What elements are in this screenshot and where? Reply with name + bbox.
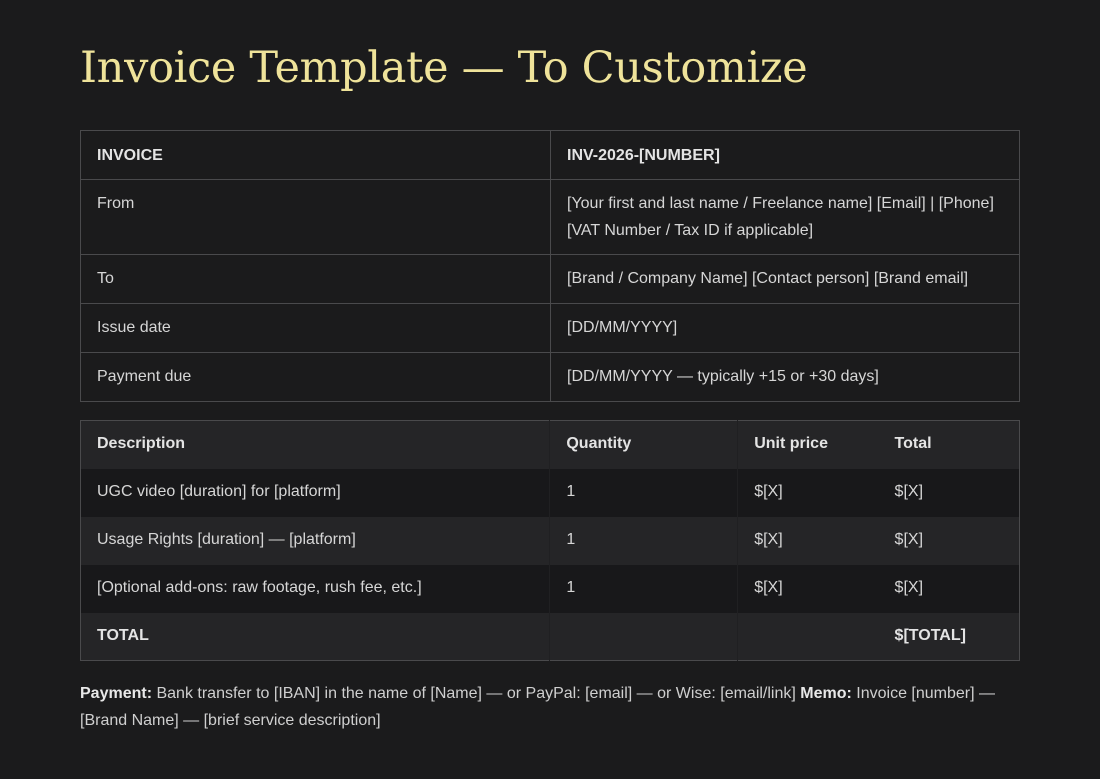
total-value: $[TOTAL] bbox=[879, 613, 1020, 661]
info-value: [Brand / Company Name] [Contact person] [Brand email] bbox=[551, 255, 1020, 304]
item-unit-price: $[X] bbox=[738, 517, 879, 565]
item-description: Usage Rights [duration] — [platform] bbox=[81, 517, 550, 565]
column-header-unit-price: Unit price bbox=[738, 421, 879, 469]
total-empty-cell bbox=[738, 613, 879, 661]
info-header-row bbox=[81, 131, 1020, 180]
info-row-to bbox=[81, 255, 1020, 304]
invoice-info-table bbox=[80, 130, 1020, 402]
payment-label: Payment: bbox=[80, 685, 153, 702]
table-row bbox=[81, 517, 1020, 565]
total-empty-cell bbox=[550, 613, 738, 661]
table-row bbox=[81, 565, 1020, 613]
info-row-from bbox=[81, 180, 1020, 255]
item-quantity: 1 bbox=[550, 469, 738, 517]
info-row-payment-due bbox=[81, 353, 1020, 402]
item-unit-price: $[X] bbox=[738, 565, 879, 613]
info-label: From bbox=[81, 180, 551, 255]
total-row bbox=[81, 613, 1020, 661]
info-label: To bbox=[81, 255, 551, 304]
column-header-total: Total bbox=[879, 421, 1020, 469]
item-description: UGC video [duration] for [platform] bbox=[81, 469, 550, 517]
info-label: Payment due bbox=[81, 353, 551, 402]
item-description: [Optional add-ons: raw footage, rush fee, etc.] bbox=[81, 565, 550, 613]
invoice-number: INV-2026-[NUMBER] bbox=[551, 131, 1020, 180]
table-row bbox=[81, 469, 1020, 517]
info-value: [DD/MM/YYYY — typically +15 or +30 days] bbox=[551, 353, 1020, 402]
item-total: $[X] bbox=[879, 565, 1020, 613]
info-label: Issue date bbox=[81, 304, 551, 353]
payment-text: Bank transfer to [IBAN] in the name of [Name] — or PayPal: [email] — or Wise: [email/link] bbox=[152, 685, 801, 702]
invoice-label: INVOICE bbox=[81, 131, 551, 180]
column-header-quantity: Quantity bbox=[550, 421, 738, 469]
items-header-row bbox=[81, 421, 1020, 469]
memo-label: Memo: bbox=[800, 685, 852, 702]
memo-text: Invoice [number] — [Brand Name] — [brief service description] bbox=[80, 685, 995, 729]
payment-instructions bbox=[80, 680, 1020, 734]
page-title: Invoice Template — To Customize bbox=[80, 43, 808, 93]
item-total: $[X] bbox=[879, 469, 1020, 517]
info-value: [DD/MM/YYYY] bbox=[551, 304, 1020, 353]
info-row-issue-date bbox=[81, 304, 1020, 353]
item-quantity: 1 bbox=[550, 565, 738, 613]
item-quantity: 1 bbox=[550, 517, 738, 565]
total-label: TOTAL bbox=[81, 613, 550, 661]
item-unit-price: $[X] bbox=[738, 469, 879, 517]
column-header-description: Description bbox=[81, 421, 550, 469]
item-total: $[X] bbox=[879, 517, 1020, 565]
info-value: [Your first and last name / Freelance name] [Email] | [Phone] [VAT Number / Tax ID if applicable] bbox=[551, 180, 1020, 255]
line-items-table bbox=[80, 420, 1020, 661]
